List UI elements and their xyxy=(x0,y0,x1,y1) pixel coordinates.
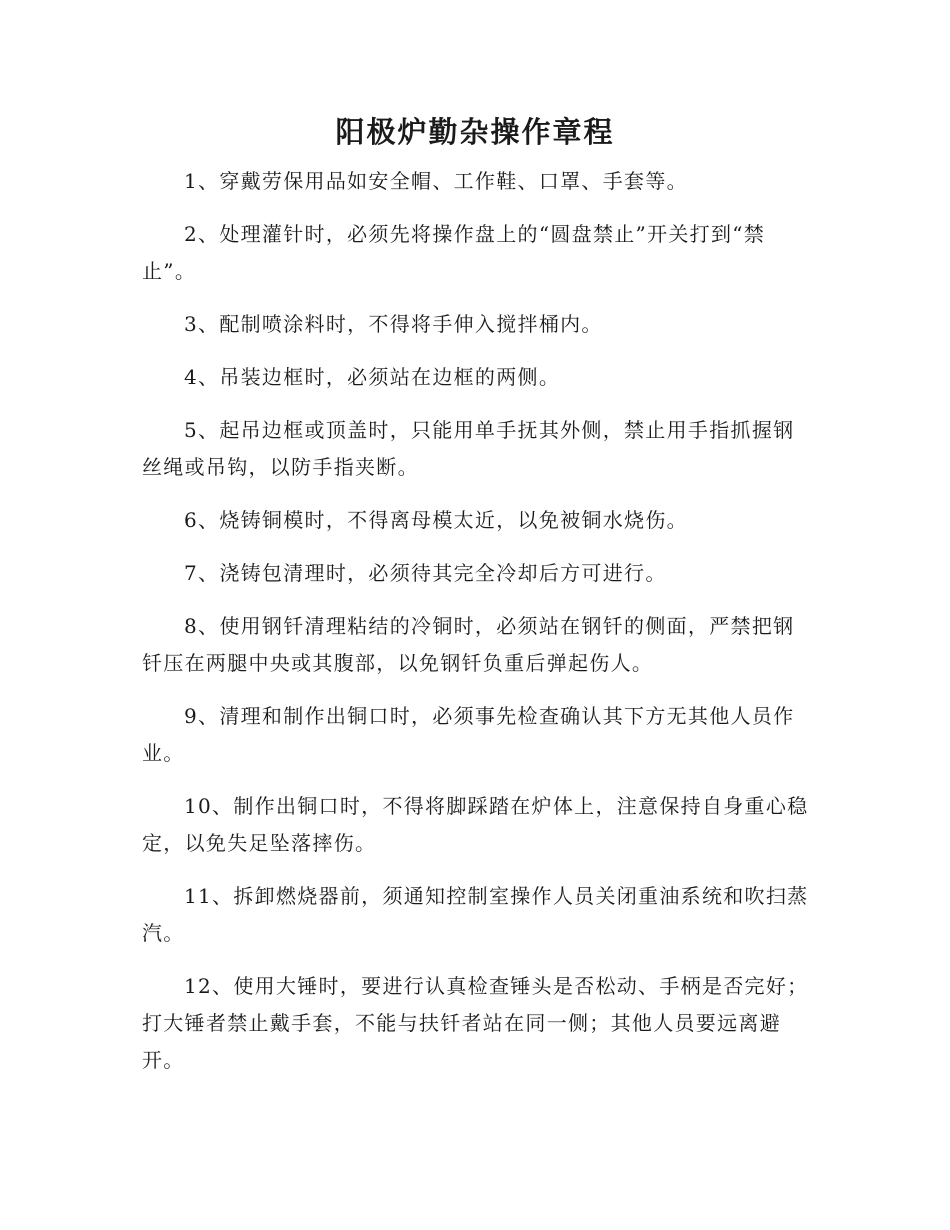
rule-paragraph-2: 2、处理灌针时，必须先将操作盘上的“圆盘禁止”开关打到“禁止”。 xyxy=(142,222,766,283)
rule-paragraph-3: 3、配制喷涂料时，不得将手伸入搅拌桶内。 xyxy=(184,312,603,336)
document-title: 阳极炉勤杂操作章程 xyxy=(335,115,615,149)
rule-paragraph-12: 12、使用大锤时，要进行认真检查锤头是否松动、手柄是否完好；打大锤者禁止戴手套，不能与扶钎者站在同一侧；其他人员要远离避开。 xyxy=(142,974,809,1072)
rule-paragraph-5: 5、起吊边框或顶盖时，只能用单手抚其外侧，禁止用手指抓握钢丝绳或吊钩，以防手指夹断。 xyxy=(142,418,795,479)
rule-paragraph-4: 4、吊装边框时，必须站在边框的两侧。 xyxy=(184,365,561,389)
rule-paragraph-6: 6、烧铸铜模时，不得离母模太近，以免被铜水烧伤。 xyxy=(184,508,688,532)
document-body xyxy=(142,163,812,1095)
rule-paragraph-1: 1、穿戴劳保用品如安全帽、工作鞋、口罩、手套等。 xyxy=(184,169,688,193)
rule-paragraph-10: 10、制作出铜口时，不得将脚踩踏在炉体上，注意保持自身重心稳定，以免失足坠落摔伤。 xyxy=(142,794,809,855)
rule-paragraph-9: 9、清理和制作出铜口时，必须事先检查确认其下方无其他人员作业。 xyxy=(142,704,795,765)
rule-paragraph-11: 11、拆卸燃烧器前，须通知控制室操作人员关闭重油系统和吹扫蒸汽。 xyxy=(142,884,809,945)
rule-paragraph-7: 7、浇铸包清理时，必须待其完全冷却后方可进行。 xyxy=(184,561,667,585)
rule-paragraph-8: 8、使用钢钎清理粘结的冷铜时，必须站在钢钎的侧面，严禁把钢钎压在两腿中央或其腹部，以免钢钎负重后弹起伤人。 xyxy=(142,614,795,675)
